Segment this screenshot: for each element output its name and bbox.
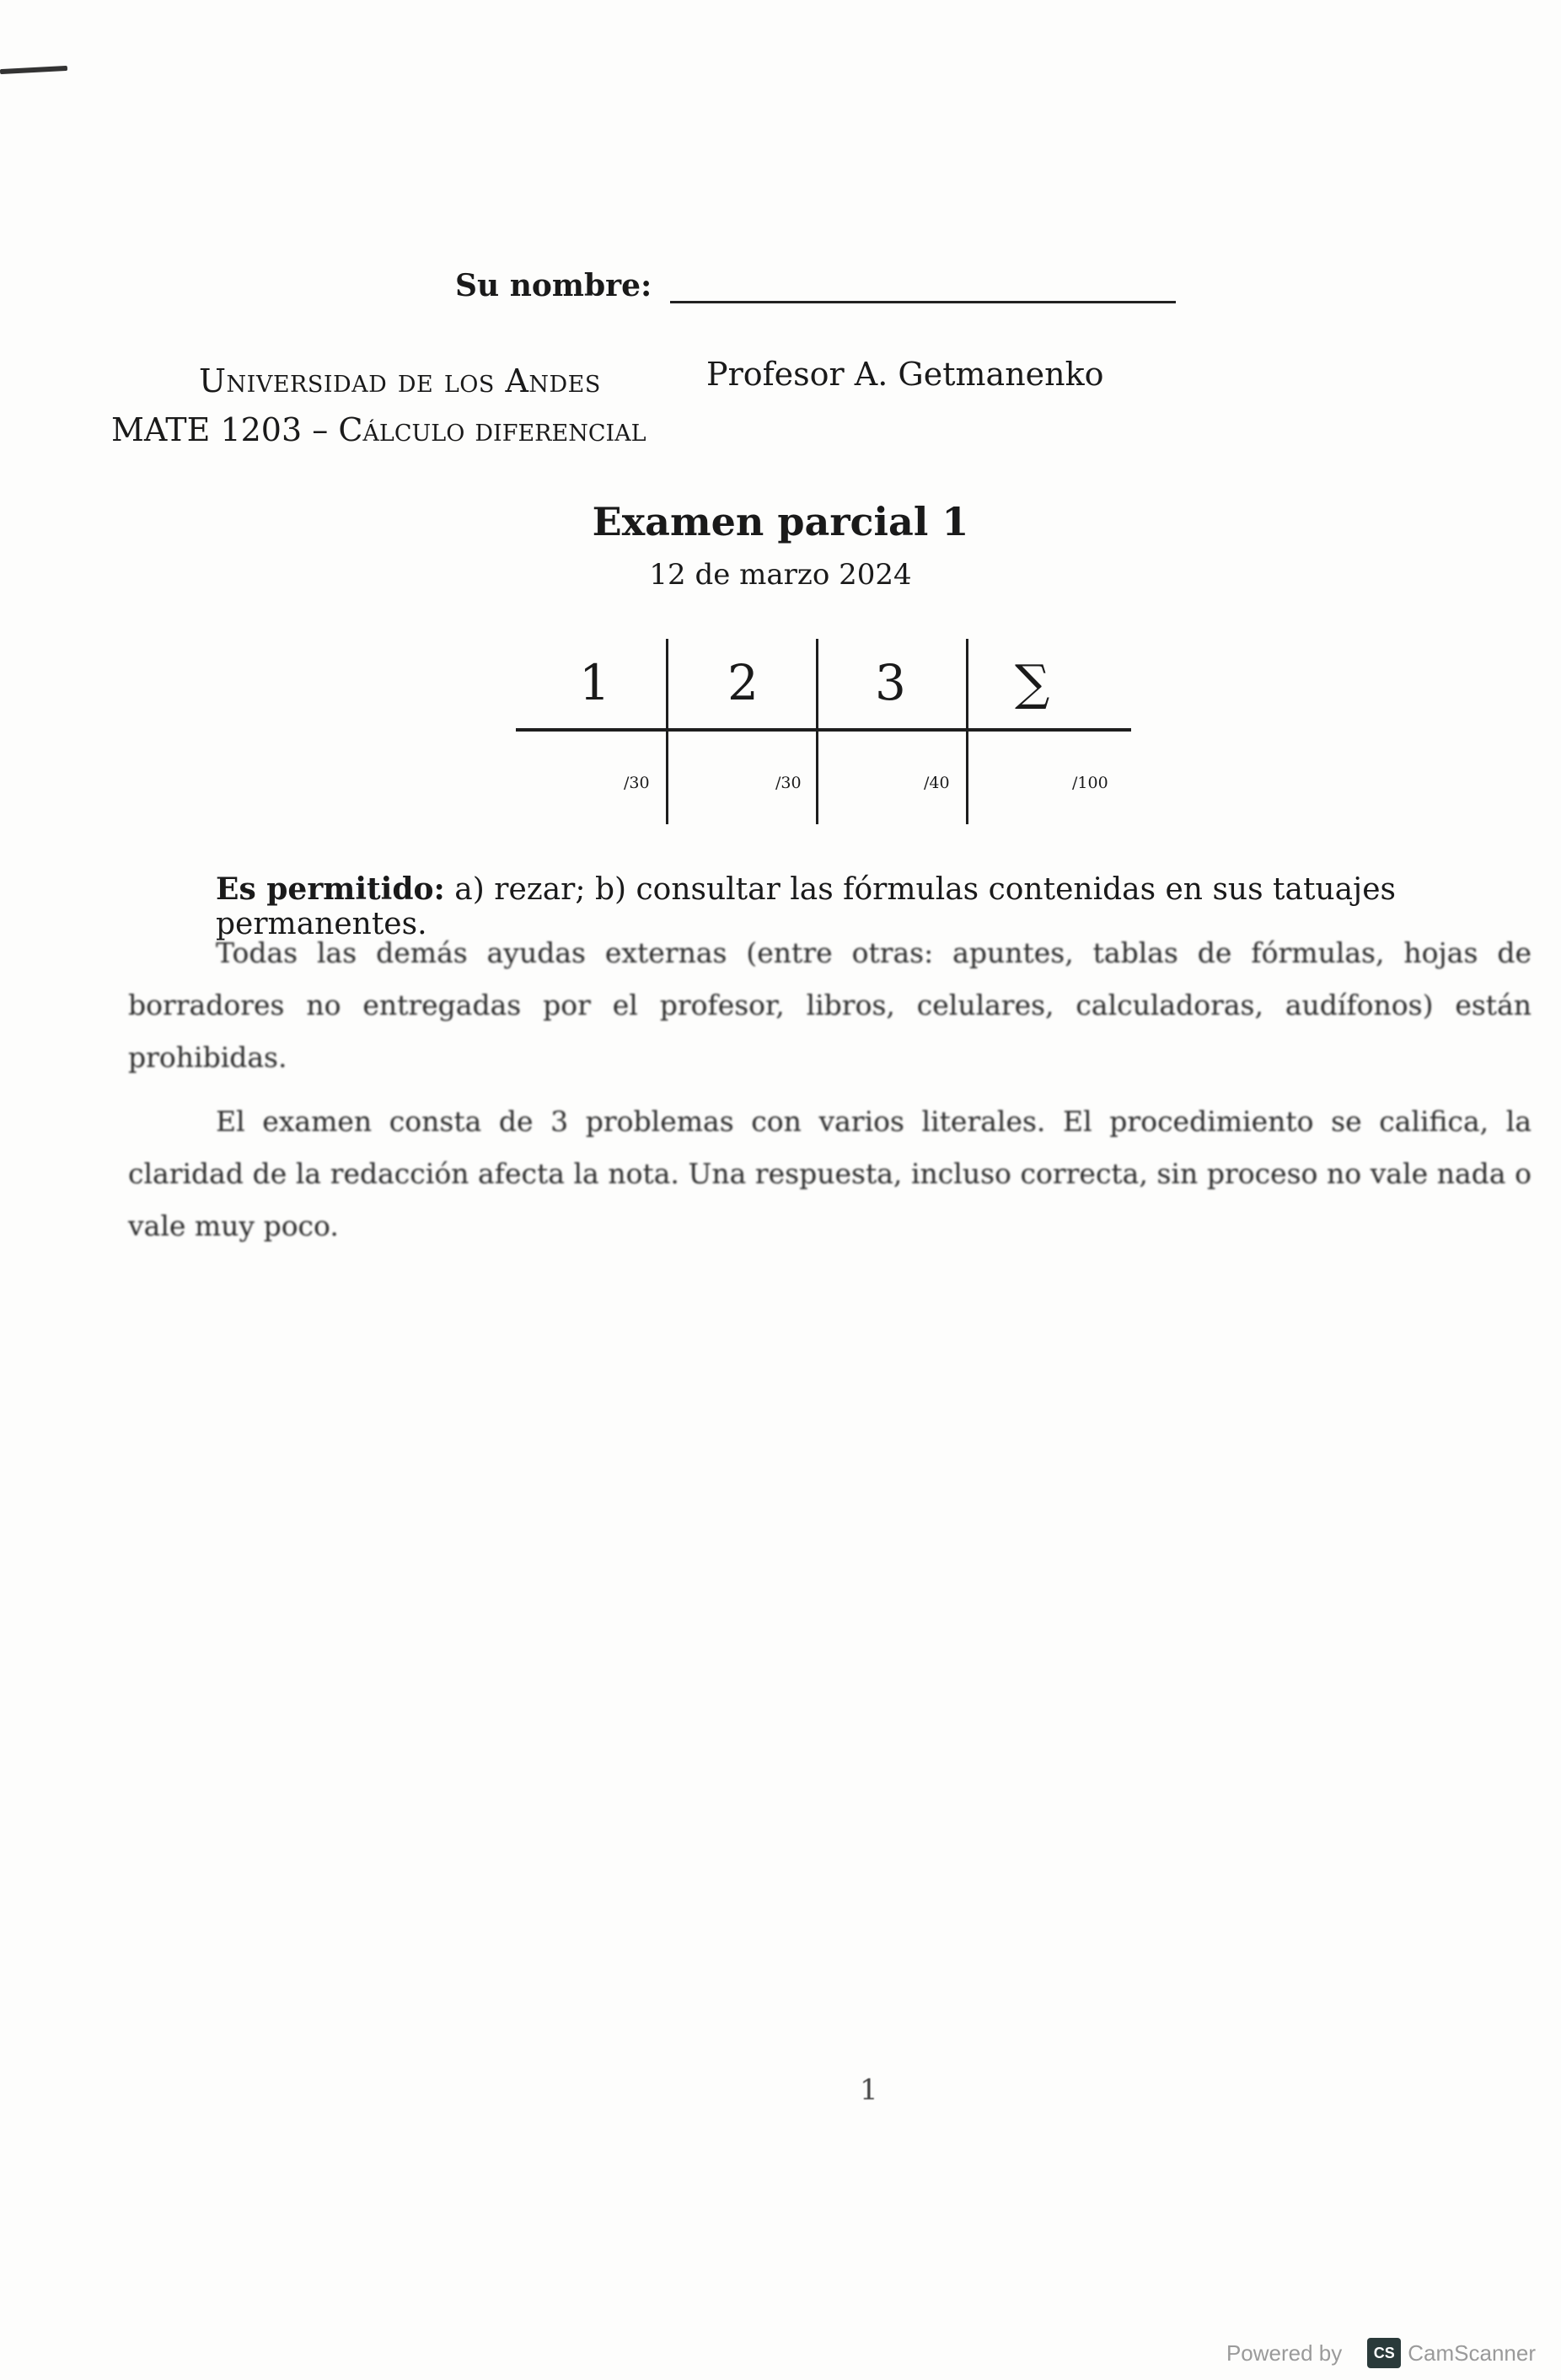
score-max-value: /30	[775, 774, 802, 792]
scan-artifact-mark	[0, 66, 67, 74]
exam-title: Examen parcial 1	[592, 499, 969, 544]
page-number: 1	[860, 2073, 878, 2107]
score-max-value: /30	[624, 774, 650, 792]
professor-name: Profesor A. Getmanenko	[706, 356, 1104, 393]
name-blank-line	[670, 276, 1176, 303]
camscanner-logo-icon: CS	[1367, 2338, 1401, 2368]
score-column-3	[816, 639, 966, 824]
powered-by-text: Powered by	[1226, 2340, 1343, 2366]
score-column-total	[966, 639, 1131, 824]
score-max-value: /40	[924, 774, 950, 792]
score-column-label: 2	[727, 654, 759, 711]
score-column-label: 1	[579, 654, 610, 711]
instructions-paragraph-1	[128, 927, 1531, 1084]
name-label: Su nombre:	[455, 268, 652, 303]
score-table	[516, 639, 1131, 824]
instructions-paragraph-2-text: El examen consta de 3 problemas con varios literales. El procedimiento se califica, la claridad de la redacción afecta la nota. Una respuesta, incluso correcta, sin proceso no vale nada o vale muy poco.	[128, 1105, 1531, 1242]
permitted-label: Es permitido:	[216, 871, 445, 907]
instructions-paragraph-1-text: Todas las demás ayudas externas (entre otras: apuntes, tablas de fórmulas, hojas de borradores no entregadas por el profesor, libros, celulares, calculadoras, audífonos) están prohibidas.	[128, 936, 1531, 1074]
name-row	[455, 268, 1176, 303]
instructions-paragraph-2	[128, 1096, 1531, 1252]
score-column-label: 3	[875, 654, 906, 711]
score-column-1	[516, 639, 666, 824]
score-max-value: /100	[1072, 774, 1108, 792]
camscanner-brand: CamScanner	[1408, 2340, 1536, 2366]
scanner-footer	[1226, 2338, 1536, 2368]
course-code: MATE 1203	[111, 411, 303, 448]
course-line	[111, 411, 646, 448]
university-name: Universidad de los Andes	[199, 362, 601, 399]
course-separator: –	[312, 411, 329, 448]
permitted-text: a) rezar; b) consultar las fórmulas contenidas en sus tatuajes permanentes.	[216, 872, 1397, 941]
sigma-icon: ∑	[1015, 654, 1050, 711]
exam-date: 12 de marzo 2024	[649, 558, 912, 592]
course-name: Cálculo diferencial	[338, 411, 646, 448]
score-column-2	[666, 639, 816, 824]
